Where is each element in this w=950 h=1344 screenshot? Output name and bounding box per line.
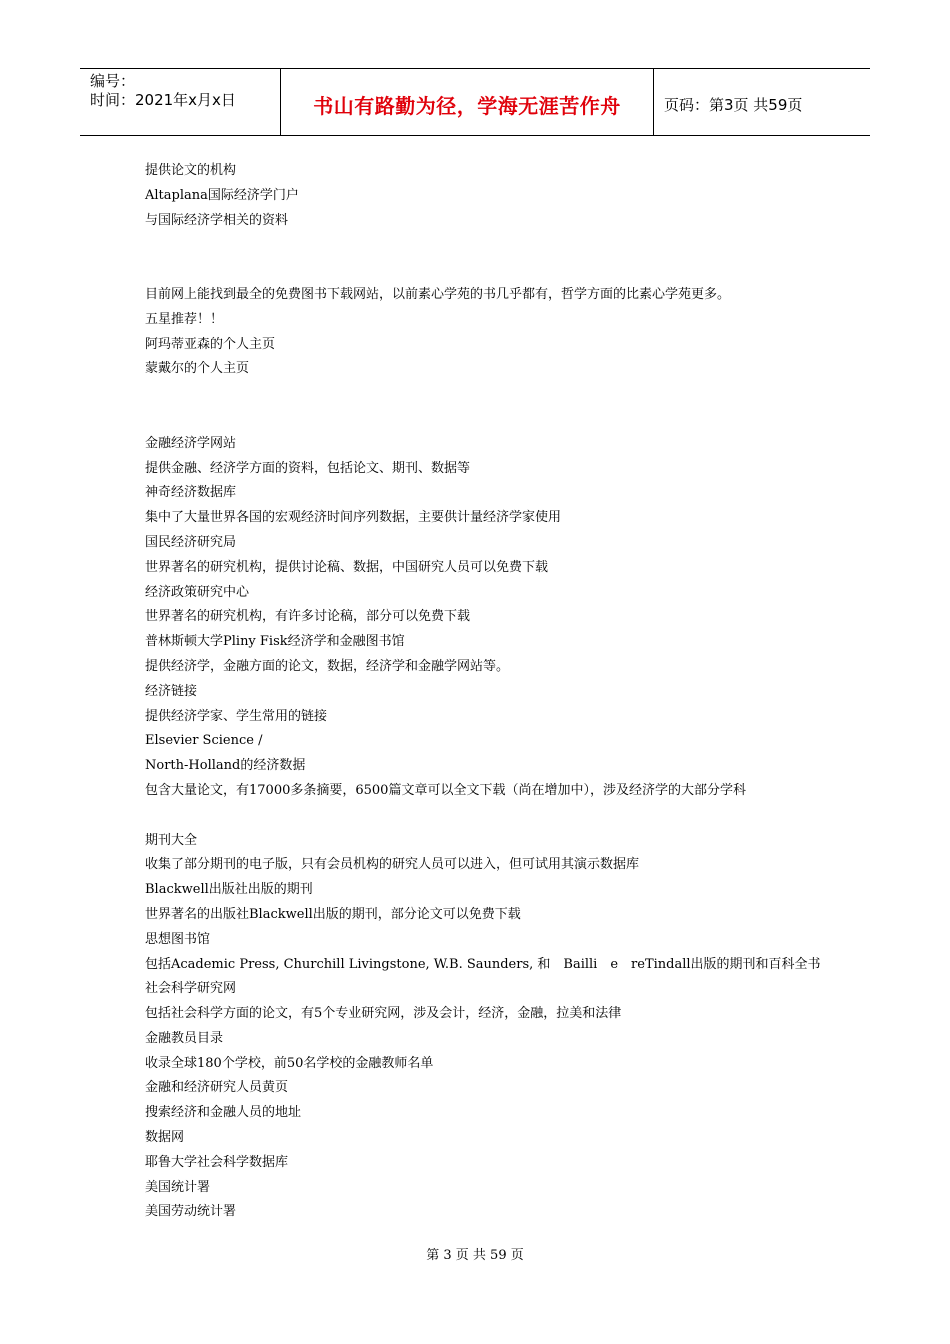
text-line: 美国统计署: [145, 1179, 211, 1195]
text-line: 普林斯顿大学Pliny Fisk经济学和金融图书馆: [145, 634, 405, 650]
text-line: 包含大量论文，有17000多条摘要，6500篇文章可以全文下载（尚在增加中），涉及经济学的大部分学科: [145, 782, 746, 798]
page-header: [80, 68, 870, 136]
text-line: 经济政策研究中心: [145, 584, 250, 600]
text-line: North-Holland的经济数据: [145, 758, 306, 774]
text-line: 五星推荐！！: [145, 311, 224, 327]
text-line: 与国际经济学相关的资料: [145, 212, 289, 228]
text-line: 数据网: [145, 1130, 185, 1146]
page-footer: 第 3 页 共 59 页: [426, 1248, 524, 1263]
text-line: Elsevier Science /: [145, 733, 263, 749]
text-line: 金融经济学网站: [145, 435, 237, 451]
text-line: 神奇经济数据库: [145, 485, 237, 501]
text-line: 提供论文的机构: [145, 163, 237, 178]
text-line: 目前网上能找到最全的免费图书下载网站，以前素心学苑的书几乎都有，哲学方面的比素心学苑更多。: [145, 286, 731, 302]
text-line: 世界著名的研究机构，提供讨论稿、数据，中国研究人员可以免费下载: [145, 559, 549, 575]
blank-line: [145, 233, 845, 258]
document-time-label: 时间：2021年x月x日: [90, 91, 236, 109]
text-line: 收集了部分期刊的电子版，只有会员机构的研究人员可以进入，但可试用其演示数据库: [145, 857, 640, 873]
text-line: Altaplana国际经济学门户: [145, 187, 299, 203]
text-line: 提供金融、经济学方面的资料，包括论文、期刊、数据等: [145, 460, 471, 476]
text-line: 收录全球180个学校，前50名学校的金融教师名单: [145, 1055, 434, 1071]
text-line: 世界著名的出版社Blackwell出版的期刊，部分论文可以免费下载: [145, 906, 521, 922]
text-line: 国民经济研究局: [145, 534, 237, 550]
document-body: [145, 159, 845, 1225]
text-line: 期刊大全: [145, 832, 198, 848]
text-line: 金融和经济研究人员黄页: [145, 1080, 289, 1096]
document-number-label: 编号：: [90, 72, 136, 90]
text-line: 金融教员目录: [145, 1030, 224, 1046]
text-line: 思想图书馆: [145, 931, 211, 947]
blank-line: [145, 407, 845, 432]
text-line: 包括Academic Press, Churchill Livingstone, W.B. Saunders, 和 Bailli e reTindall出版的期刊和百科全书: [145, 956, 821, 972]
text-line: 美国劳动统计署: [145, 1204, 237, 1220]
text-line: 蒙戴尔的个人主页: [145, 361, 250, 377]
text-line: 阿玛蒂亚森的个人主页: [145, 336, 276, 352]
text-line: 耶鲁大学社会科学数据库: [145, 1154, 289, 1170]
text-line: 提供经济学，金融方面的论文，数据，经济学和金融学网站等。: [145, 658, 510, 674]
text-line: 经济链接: [145, 683, 198, 699]
text-line: 世界著名的研究机构，有许多讨论稿，部分可以免费下载: [145, 609, 471, 625]
text-line: 社会科学研究网: [145, 981, 237, 997]
text-line: 集中了大量世界各国的宏观经济时间序列数据，主要供计量经济学家使用: [145, 510, 562, 526]
blank-line: [145, 258, 845, 283]
blank-line: [145, 382, 845, 407]
header-meta: [80, 69, 281, 135]
header-page-code: 页码：第3页 共59页: [664, 95, 803, 114]
blank-line: [145, 804, 845, 829]
text-line: 搜索经济和金融人员的地址: [145, 1105, 302, 1121]
text-line: 包括社会科学方面的论文，有5个专业研究网，涉及会计，经济，金融，拉美和法律: [145, 1006, 622, 1022]
text-line: Blackwell出版社出版的期刊: [145, 882, 313, 898]
header-motto: 书山有路勤为径，学海无涯苦作舟: [281, 69, 654, 135]
text-line: 提供经济学家、学生常用的链接: [145, 708, 328, 724]
